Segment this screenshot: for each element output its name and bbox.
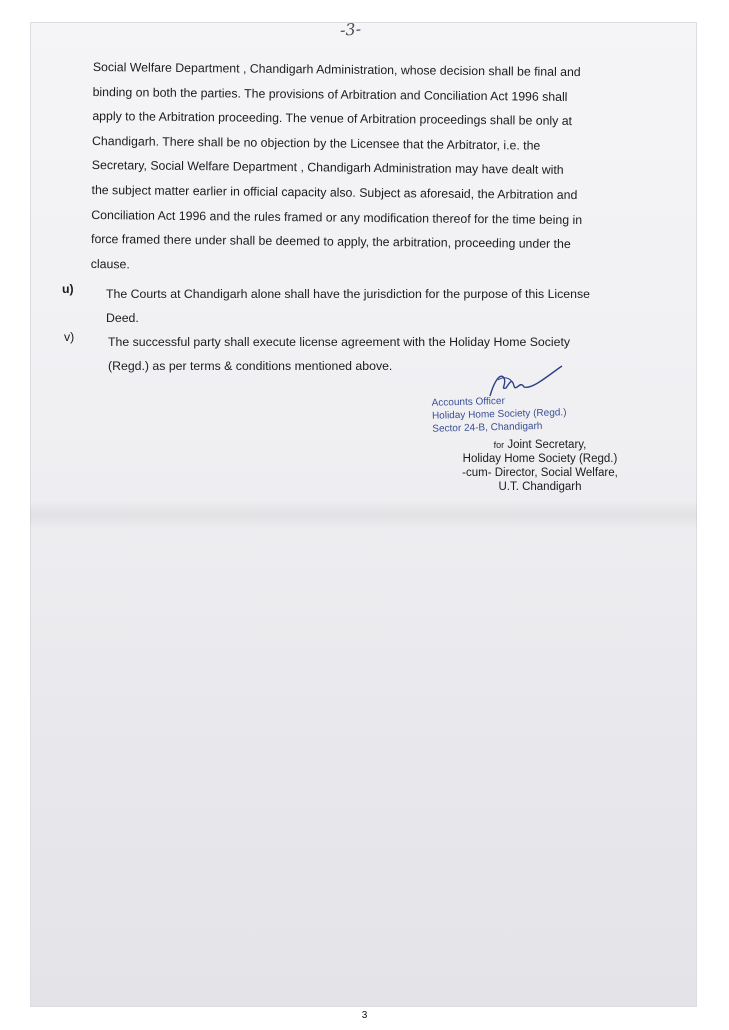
signatory-location: U.T. Chandigarh <box>498 481 582 493</box>
page-number: 3 <box>361 1010 368 1021</box>
clause-line: The successful party shall execute license agreement with the Holiday Home Society <box>108 335 571 349</box>
stamp-line: Accounts Officer <box>431 395 505 409</box>
clause-marker: v) <box>64 330 75 344</box>
paragraph-line: clause. <box>90 256 130 272</box>
arbitration-paragraph <box>91 55 659 282</box>
stamp-line: Sector 24-B, Chandigarh <box>432 420 543 435</box>
official-stamp <box>432 393 567 436</box>
clause-text <box>106 282 646 330</box>
signatory-title-line <box>440 438 640 452</box>
paragraph-line: binding on both the parties. The provisions of Arbitration and Conciliation Act 1996 shall <box>92 84 568 104</box>
clause-line: Deed. <box>106 311 139 325</box>
handwritten-page-mark: -3- <box>339 19 362 40</box>
paragraph-line: Chandigarh. There shall be no objection by the Licensee that the Arbitrator, i.e. the <box>92 133 541 153</box>
signatory-title: Joint Secretary, <box>507 439 587 451</box>
stamp-line: Holiday Home Society (Regd.) <box>431 407 567 422</box>
paragraph-line: Social Welfare Department , Chandigarh Administration, whose decision shall be final and <box>92 59 581 80</box>
signatory-block <box>440 438 640 494</box>
clause-marker: u) <box>62 282 74 296</box>
signatory-designation: -cum- Director, Social Welfare, <box>462 467 618 479</box>
paragraph-line: Conciliation Act 1996 and the rules framed or any modification thereof for the time being in <box>91 207 583 227</box>
paragraph-line: the subject matter earlier in official capacity also. Subject as aforesaid, the Arbitration and <box>91 182 578 203</box>
clause-line: The Courts at Chandigarh alone shall have the jurisdiction for the purpose of this License <box>106 287 590 301</box>
clause-line: (Regd.) as per terms & conditions mentioned above. <box>108 359 393 373</box>
paragraph-line: force framed there under shall be deemed to apply, the arbitration, proceeding under the <box>90 232 571 252</box>
signatory-org: Holiday Home Society (Regd.) <box>462 453 618 465</box>
paragraph-line: Secretary, Social Welfare Department , Chandigarh Administration may have dealt with <box>91 158 564 178</box>
for-label: for <box>493 440 505 450</box>
paragraph-line: apply to the Arbitration proceeding. The venue of Arbitration proceedings shall be only at <box>92 109 573 129</box>
